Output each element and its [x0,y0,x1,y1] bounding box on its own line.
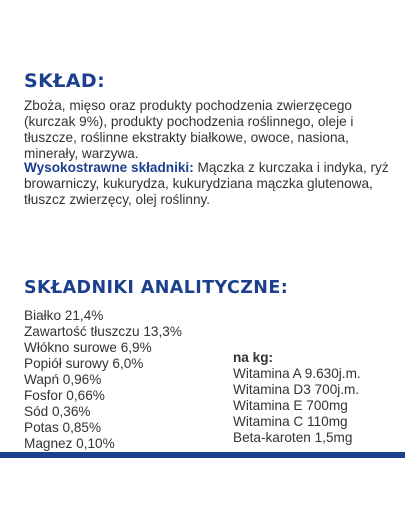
protein-sources-paragraph [24,160,394,208]
analytic-item-fibre: Włókno surowe 6,9% [24,340,152,355]
analytic-item-fat: Zawartość tłuszczu 13,3% [24,324,182,339]
vitamin-item-c: Witamina C 110mg [233,414,348,429]
analytic-item-protein: Białko 21,4% [24,308,104,323]
composition-text: Zboża, mięso oraz produkty pochodzenia zwierzęcego (kurczak 9%), produkty pochodzenia roślinnego, oleje i tłuszcze, roślinne ekstrakty białkowe, owoce, nasiona, minerały, warzywa. [24,98,354,161]
vitamin-item-a: Witamina A 9.630j.m. [233,366,361,381]
protein-sources-label: Wysokostrawne składniki: [24,160,194,175]
analytic-heading: SKŁADNIKI ANALITYCZNE: [24,278,289,298]
composition-heading: SKŁAD: [24,70,106,92]
analytic-item-calcium: Wapń 0,96% [24,372,102,387]
vitamin-item-e: Witamina E 700mg [233,398,348,413]
analytic-item-potassium: Potas 0,85% [24,420,102,435]
analytic-item-phosphorus: Fosfor 0,66% [24,388,105,403]
analytic-item-magnesium: Magnez 0,10% [24,436,115,451]
vitamin-heading: na kg: [233,350,274,365]
vitamin-block [233,350,361,446]
vitamin-list [233,366,361,446]
analytic-list [24,308,182,452]
vitamin-item-beta-carotene: Beta-karoten 1,5mg [233,430,353,445]
bottom-accent-band [0,452,405,458]
vitamin-item-d3: Witamina D3 700j.m. [233,382,360,397]
analytic-item-sodium: Sód 0,36% [24,404,91,419]
analytic-item-ash: Popiół surowy 6,0% [24,356,144,371]
protein-sources-text: Mączka z kurczaka i indyka, ryż browarniczy, kukurydza, kukurydziana mączka glutenowa, tłuszcz zwierzęcy, olej roślinny. [24,160,389,207]
